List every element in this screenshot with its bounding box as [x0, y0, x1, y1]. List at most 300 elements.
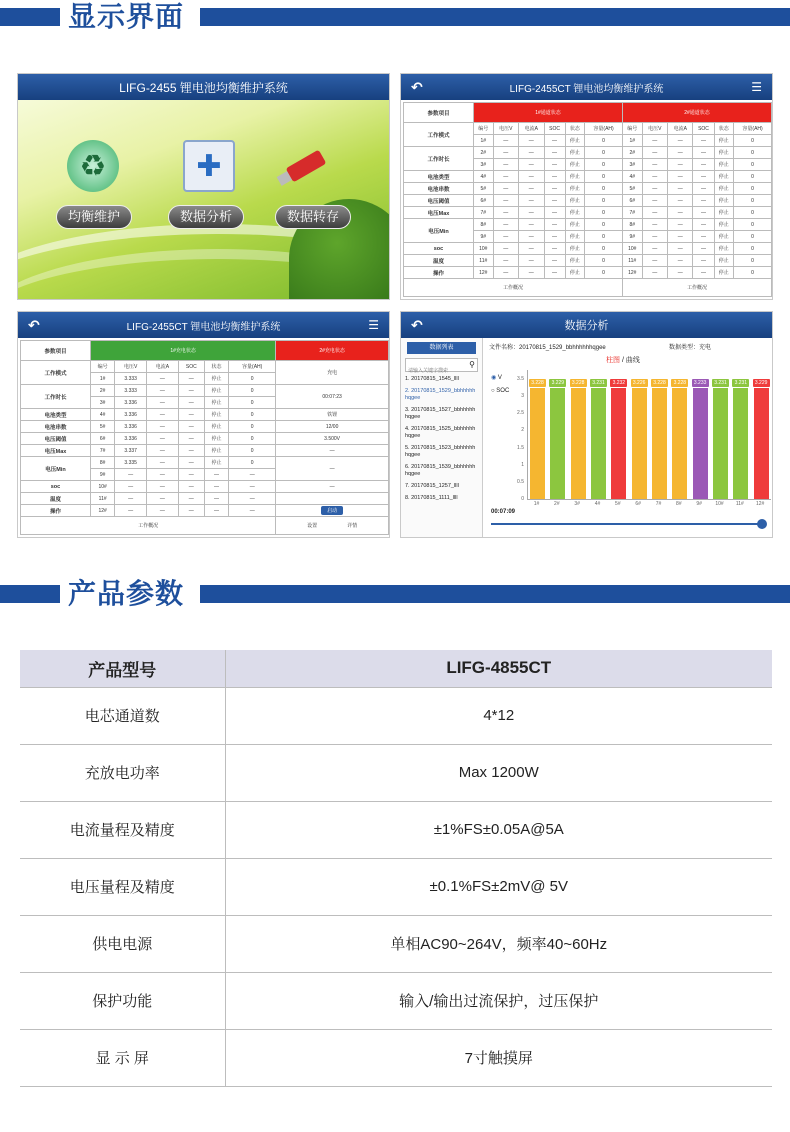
row-label: 电池串数 — [404, 183, 474, 195]
cell: 0 — [734, 195, 772, 207]
radio-v-label: V — [497, 375, 502, 381]
cell: 1# — [91, 373, 115, 385]
spec-row — [20, 972, 772, 1029]
file-list-item[interactable]: 8. 20170815_1111_llll — [405, 495, 458, 501]
subheader-cell: 编号 — [622, 123, 642, 135]
status-title: LIFG-2455CT 锂电池均衡维护系统 — [509, 83, 664, 95]
menu-icon[interactable]: ☰ — [368, 318, 379, 332]
table-row — [21, 481, 389, 493]
cell: — — [147, 469, 179, 481]
back-icon[interactable]: ↶ — [411, 316, 423, 333]
data-transfer-button[interactable]: 数据转存 — [275, 205, 351, 229]
channel-a-header: 1#充电状态 — [91, 341, 276, 361]
cell: — — [147, 445, 179, 457]
cell: — — [115, 469, 147, 481]
progress-slider[interactable] — [491, 523, 763, 525]
cell: — — [178, 433, 204, 445]
cell: 11# — [474, 255, 494, 267]
spec-key: 电流量程及精度 — [20, 801, 225, 858]
table-row — [404, 171, 772, 183]
y-tick-label: 1.5 — [517, 444, 524, 451]
row-label: 电池类型 — [21, 409, 91, 421]
right-value: 12/00 — [276, 421, 389, 433]
chart-x-axis — [527, 501, 771, 509]
cell: 3.336 — [115, 421, 147, 433]
cell: — — [493, 147, 518, 159]
right-value — [276, 493, 389, 505]
cell: 0 — [734, 171, 772, 183]
cell: — — [519, 255, 544, 267]
cell: 停止 — [565, 135, 585, 147]
cell: — — [493, 195, 518, 207]
home-title: LIFG-2455 锂电池均衡维护系统 — [119, 80, 288, 95]
cell: — — [693, 171, 714, 183]
spec-key: 显 示 屏 — [20, 1029, 225, 1086]
cell: 0 — [229, 397, 276, 409]
cell: — — [147, 385, 179, 397]
cell: 10# — [474, 243, 494, 255]
spec-value: 单相AC90~264V，频率40~60Hz — [225, 915, 772, 972]
cell: 6# — [91, 433, 115, 445]
row-label: soc — [404, 243, 474, 255]
back-icon[interactable]: ↶ — [411, 78, 423, 95]
subheader-row — [404, 123, 772, 135]
cell: — — [115, 493, 147, 505]
cell: 8# — [622, 219, 642, 231]
cell: 停止 — [714, 159, 734, 171]
file-list-item[interactable]: 2. 20170815_1529_bbhhhhhhqgee — [405, 388, 476, 401]
cell: — — [642, 147, 667, 159]
cell: 停止 — [565, 243, 585, 255]
cell: 0 — [229, 457, 276, 469]
cell: — — [204, 481, 228, 493]
subheader-cell: 电压V — [115, 361, 147, 373]
cell: — — [493, 183, 518, 195]
cell: 3.335 — [115, 457, 147, 469]
cell: 0 — [734, 183, 772, 195]
cell: — — [693, 219, 714, 231]
cell: — — [115, 481, 147, 493]
cell: 3# — [91, 397, 115, 409]
cell: — — [693, 147, 714, 159]
data-type-label: 数据类型：充电 — [669, 345, 712, 351]
tab-line-chart[interactable]: 曲线 — [625, 357, 640, 364]
cell: 停止 — [204, 385, 228, 397]
file-list-item[interactable]: 4. 20170815_1525_bbhhhhhhqgee — [405, 426, 476, 439]
back-icon[interactable]: ↶ — [28, 316, 40, 333]
analysis-title-bar — [401, 312, 772, 338]
footer-details[interactable]: 详情 — [347, 523, 358, 529]
cell: — — [693, 159, 714, 171]
cell: 0 — [585, 135, 623, 147]
cell: — — [178, 385, 204, 397]
spec-value: 4*12 — [225, 687, 772, 744]
cell: 0 — [734, 243, 772, 255]
cell: 0 — [229, 373, 276, 385]
cell: 11# — [91, 493, 115, 505]
spec-key: 电压量程及精度 — [20, 858, 225, 915]
row-label: 电压阈值 — [404, 195, 474, 207]
bar-value-label: 3.228 — [570, 379, 587, 387]
x-tick-label: 9# — [696, 501, 702, 507]
cell: — — [668, 135, 693, 147]
cell: 11# — [622, 255, 642, 267]
footer-overview-a[interactable]: 工作概况 — [404, 279, 623, 297]
footer-overview[interactable]: 工作概况 — [21, 517, 276, 535]
x-tick-label: 5# — [615, 501, 621, 507]
voltage-bar-chart — [527, 370, 771, 500]
x-tick-label: 3# — [574, 501, 580, 507]
cell: 停止 — [714, 207, 734, 219]
cell: 0 — [229, 421, 276, 433]
cell: 3.336 — [115, 409, 147, 421]
cell: — — [642, 183, 667, 195]
cell: 4# — [622, 171, 642, 183]
subheader-cell: 电流A — [147, 361, 179, 373]
voltage-bar — [713, 380, 728, 499]
table-row — [404, 243, 772, 255]
footer-actions — [276, 517, 389, 535]
cell: 12# — [91, 505, 115, 517]
spec-key: 供电电源 — [20, 915, 225, 972]
tab-separator: / — [621, 357, 624, 364]
cell: — — [693, 243, 714, 255]
cell: — — [519, 135, 544, 147]
cell: — — [642, 207, 667, 219]
cell: — — [544, 219, 565, 231]
status-screen — [400, 73, 773, 300]
balance-maintain-button[interactable]: 均衡维护 — [56, 205, 132, 229]
cell: 4# — [91, 409, 115, 421]
table-row — [21, 409, 389, 421]
cell: — — [147, 433, 179, 445]
x-tick-label: 7# — [655, 501, 662, 507]
cell: 停止 — [714, 219, 734, 231]
cell: 停止 — [565, 147, 585, 159]
spec-row — [20, 858, 772, 915]
cell: — — [178, 397, 204, 409]
subheader-cell: 电压V — [493, 123, 518, 135]
cell: 0 — [585, 183, 623, 195]
cell: — — [668, 195, 693, 207]
spec-row — [20, 915, 772, 972]
usb-drive-icon — [270, 130, 341, 201]
menu-icon[interactable]: ☰ — [751, 80, 762, 94]
table-row — [404, 147, 772, 159]
subheader-cell: 电流A — [668, 123, 693, 135]
cell: 7# — [474, 207, 494, 219]
y-tick-label: 2 — [521, 427, 524, 434]
cell: — — [493, 231, 518, 243]
file-list-item[interactable]: 5. 20170815_1523_bbhhhhhhqgee — [405, 445, 476, 458]
cell: 0 — [229, 385, 276, 397]
cell: — — [229, 481, 276, 493]
bar-value-label: 3.229 — [549, 379, 566, 387]
cell: 9# — [474, 231, 494, 243]
cell: 0 — [585, 207, 623, 219]
table-row — [21, 493, 389, 505]
cell: 停止 — [204, 433, 228, 445]
spec-header-value: LIFG-4855CT — [225, 650, 772, 687]
bar-value-label: 3.233 — [692, 379, 709, 387]
search-icon[interactable]: ⚲ — [469, 360, 475, 369]
voltage-bar — [672, 380, 687, 499]
data-list-panel — [401, 338, 483, 538]
cell: 0 — [585, 195, 623, 207]
cell: 停止 — [204, 457, 228, 469]
bar-value-label: 3.231 — [732, 379, 749, 387]
cell: — — [178, 493, 204, 505]
row-label: 温度 — [21, 493, 91, 505]
cell: — — [544, 171, 565, 183]
radio-v[interactable] — [491, 374, 502, 381]
cell: — — [544, 267, 565, 279]
bar-value-label: 3.228 — [671, 379, 688, 387]
cell: — — [204, 469, 228, 481]
home-screen — [17, 73, 390, 300]
row-label: 电压Min — [404, 219, 474, 243]
row-label: 工作时长 — [21, 385, 91, 409]
search-input[interactable] — [406, 365, 468, 377]
spec-value: 输入/输出过流保护，过压保护 — [225, 972, 772, 1029]
cell: 停止 — [204, 397, 228, 409]
file-list-item[interactable]: 3. 20170815_1527_bbhhhhhhqgee — [405, 407, 476, 420]
cell: 10# — [91, 481, 115, 493]
radio-soc[interactable] — [491, 388, 509, 394]
subheader-cell: 状态 — [714, 123, 734, 135]
voltage-bar — [652, 380, 667, 499]
cell: — — [693, 207, 714, 219]
cell: — — [147, 505, 179, 517]
table-row — [21, 445, 389, 457]
file-list-item[interactable]: 1. 20170815_1545_llll — [405, 376, 459, 382]
charge-title-bar — [18, 312, 389, 338]
cell: — — [178, 373, 204, 385]
cell: 1# — [622, 135, 642, 147]
spec-header-key: 产品型号 — [20, 650, 225, 687]
cell: — — [493, 171, 518, 183]
cell: — — [178, 481, 204, 493]
cell: 12# — [474, 267, 494, 279]
cell: — — [668, 231, 693, 243]
cell: — — [519, 219, 544, 231]
footer-settings[interactable]: 设置 — [307, 523, 318, 529]
cell: — — [668, 183, 693, 195]
cell: 0 — [585, 267, 623, 279]
bar-value-label: 3.231 — [712, 379, 729, 387]
voltage-bar — [611, 380, 626, 499]
row-label: 工作时长 — [404, 147, 474, 171]
cell: 9# — [91, 469, 115, 481]
bar-value-label: 3.228 — [651, 379, 668, 387]
document-analysis-icon: ✚ — [183, 140, 235, 192]
cell: — — [519, 195, 544, 207]
footer-row — [404, 279, 772, 297]
cell: 停止 — [714, 183, 734, 195]
cell: — — [178, 505, 204, 517]
cell: — — [493, 243, 518, 255]
spec-value: 7寸触摸屏 — [225, 1029, 772, 1086]
cell: — — [544, 255, 565, 267]
cell: 12# — [622, 267, 642, 279]
cell: 7# — [622, 207, 642, 219]
x-tick-label: 2# — [554, 501, 560, 507]
cell: 0 — [734, 147, 772, 159]
cell: 0 — [734, 207, 772, 219]
cell: — — [642, 231, 667, 243]
spec-row — [20, 801, 772, 858]
cell: — — [204, 493, 228, 505]
cell: 停止 — [565, 171, 585, 183]
row-label: 操作 — [404, 267, 474, 279]
cell: 停止 — [714, 135, 734, 147]
cell: — — [519, 171, 544, 183]
table-header-row — [21, 341, 389, 361]
cell: 3.333 — [115, 385, 147, 397]
cell: — — [544, 231, 565, 243]
cell: — — [668, 171, 693, 183]
table-row — [21, 505, 389, 517]
start-button[interactable]: 启动 — [321, 506, 343, 515]
cell: 0 — [734, 267, 772, 279]
right-value: 充电 — [276, 361, 389, 385]
radio-unchecked-icon: ○ — [491, 388, 495, 394]
cell: — — [642, 267, 667, 279]
x-tick-label: 8# — [676, 501, 682, 507]
cell: — — [668, 267, 693, 279]
tab-bar-chart[interactable]: 柱图 — [606, 357, 620, 364]
cell: 停止 — [204, 373, 228, 385]
subheader-cell: SOC — [178, 361, 204, 373]
subheader-cell: 编号 — [474, 123, 494, 135]
cell: — — [544, 147, 565, 159]
cell: — — [642, 243, 667, 255]
cell: 停止 — [714, 255, 734, 267]
row-label: 工作模式 — [21, 361, 91, 385]
cell: — — [642, 159, 667, 171]
charge-screen — [17, 311, 390, 538]
cell: — — [519, 147, 544, 159]
cell: 5# — [91, 421, 115, 433]
cell: — — [147, 457, 179, 469]
cell: — — [229, 469, 276, 481]
row-label: 操作 — [21, 505, 91, 517]
bar-value-label: 3.228 — [529, 379, 546, 387]
x-tick-label: 11# — [735, 501, 744, 507]
row-label: 电压阈值 — [21, 433, 91, 445]
footer-row — [21, 517, 389, 535]
section-header-params — [0, 577, 790, 611]
y-tick-label: 1 — [521, 461, 524, 468]
cell: 0 — [734, 219, 772, 231]
cell: 停止 — [204, 445, 228, 457]
cell: 7# — [91, 445, 115, 457]
progress-slider-handle[interactable] — [757, 519, 767, 529]
table-row — [404, 207, 772, 219]
file-name-label: 文件名称：20170815_1529_bbhhhhhhqgee — [489, 345, 606, 351]
cell: — — [693, 231, 714, 243]
table-row — [21, 457, 389, 469]
subheader-cell: 状态 — [204, 361, 228, 373]
home-title-bar — [18, 74, 389, 100]
subheader-cell: 电流A — [519, 123, 544, 135]
cell: — — [493, 267, 518, 279]
cell: — — [668, 159, 693, 171]
spec-header-row — [20, 650, 772, 687]
right-value — [276, 505, 389, 517]
file-list-item[interactable]: 6. 20170815_1539_bbhhhhhhqgee — [405, 464, 476, 477]
row-label: 电池串数 — [21, 421, 91, 433]
cell: 停止 — [714, 243, 734, 255]
subheader-row — [21, 361, 389, 373]
subheader-cell: 容量(AH) — [229, 361, 276, 373]
cell: — — [544, 207, 565, 219]
voltage-bar — [632, 380, 647, 499]
x-tick-label: 4# — [594, 501, 601, 507]
cell: 停止 — [565, 219, 585, 231]
cell: — — [693, 195, 714, 207]
search-box[interactable] — [405, 358, 478, 372]
cell: — — [519, 159, 544, 171]
spec-value: ±1%FS±0.05A@5A — [225, 801, 772, 858]
spec-row — [20, 744, 772, 801]
chart-y-axis — [512, 370, 526, 500]
row-label: 电池类型 — [404, 171, 474, 183]
voltage-bar — [693, 380, 708, 499]
footer-overview-b[interactable]: 工作概况 — [622, 279, 771, 297]
cell: 2# — [622, 147, 642, 159]
cell: — — [229, 505, 276, 517]
cell: 0 — [585, 219, 623, 231]
bar-value-label: 3.232 — [610, 379, 627, 387]
cell: 0 — [585, 147, 623, 159]
y-tick-label: 0 — [521, 496, 524, 502]
x-tick-label: 1# — [533, 501, 540, 507]
y-tick-label: 3.5 — [517, 376, 524, 382]
spec-key: 电芯通道数 — [20, 687, 225, 744]
table-row — [404, 267, 772, 279]
file-list-item[interactable]: 7. 20170815_1257_llll — [405, 483, 459, 489]
section-title-params: 产品参数 — [60, 577, 192, 611]
cell: 停止 — [565, 255, 585, 267]
table-row — [21, 433, 389, 445]
cell: — — [519, 243, 544, 255]
subheader-cell: SOC — [693, 123, 714, 135]
cell: 停止 — [204, 409, 228, 421]
cell: — — [544, 243, 565, 255]
cell: — — [642, 255, 667, 267]
cell: 停止 — [565, 231, 585, 243]
bar-value-label: 3.231 — [590, 379, 607, 387]
bar-value-label: 3.226 — [631, 379, 648, 387]
cell: 0 — [229, 409, 276, 421]
spec-value: Max 1200W — [225, 744, 772, 801]
cell: 0 — [734, 255, 772, 267]
cell: — — [544, 195, 565, 207]
cell: — — [147, 493, 179, 505]
spec-row — [20, 687, 772, 744]
cell: 停止 — [714, 231, 734, 243]
row-label: 电压Max — [404, 207, 474, 219]
cell: 停止 — [204, 421, 228, 433]
section-header-display — [0, 0, 790, 34]
data-list-title: 数据列表 — [407, 342, 476, 354]
data-analysis-button[interactable]: 数据分析 — [168, 205, 244, 229]
cell: — — [668, 147, 693, 159]
cell: — — [642, 135, 667, 147]
cell: 0 — [229, 445, 276, 457]
charge-title: LIFG-2455CT 锂电池均衡维护系统 — [126, 321, 281, 333]
